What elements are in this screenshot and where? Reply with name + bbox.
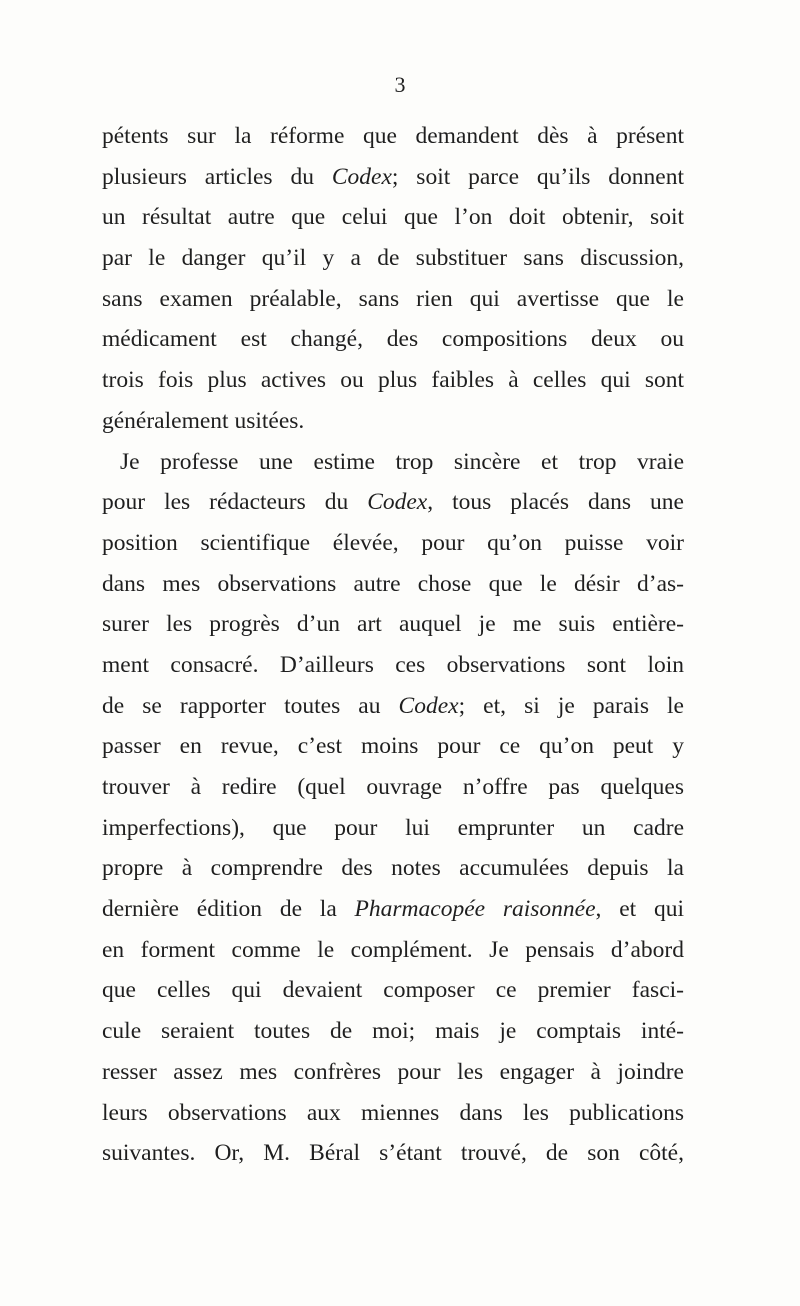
text-line xyxy=(102,157,684,198)
line-text: passer en revue, c’est moins pour ce qu’on peut y xyxy=(102,733,684,760)
line-text: généralement usitées. xyxy=(102,407,305,434)
line-text: cule seraient toutes de moi; mais je comptais inté- xyxy=(102,1018,684,1045)
text-line xyxy=(102,970,684,1011)
body-text xyxy=(102,116,684,1174)
line-text: ment consacré. D’ailleurs ces observations sont loin xyxy=(102,651,684,678)
line-text: leurs observations aux miennes dans les publications xyxy=(102,1099,684,1126)
line-text: trouver à redire (quel ouvrage n’offre pas quelques xyxy=(102,774,684,800)
text-line xyxy=(102,319,684,360)
text-line xyxy=(102,848,684,889)
line-text: dernière édition de la xyxy=(102,896,355,923)
text-line xyxy=(102,116,684,157)
line-text: dans mes observations autre chose que le désir d’as- xyxy=(102,570,684,597)
line-text: propre à comprendre des notes accumulées depuis la xyxy=(102,855,684,882)
text-line xyxy=(102,1011,684,1052)
line-text: un résultat autre que celui que l’on doit obtenir, soit xyxy=(102,204,684,231)
line-text: pétents sur la réforme que demandent dès à présent xyxy=(102,123,684,149)
text-line xyxy=(102,767,684,808)
text-line xyxy=(102,930,684,971)
line-text: trois fois plus actives ou plus faibles à celles qui sont xyxy=(102,367,684,394)
line-text: de se rapporter toutes au xyxy=(102,692,399,719)
line-text: plusieurs articles du xyxy=(102,163,332,190)
text-line xyxy=(102,442,684,483)
text-line xyxy=(102,604,684,645)
italic-title-text: Codex xyxy=(367,489,428,516)
text-line xyxy=(102,1052,684,1093)
text-line xyxy=(102,726,684,767)
line-text: surer les progrès d’un art auquel je me suis entière- xyxy=(102,611,684,638)
line-text: resser assez mes confrères pour les engager à joindre xyxy=(102,1058,684,1085)
line-text: , tous placés dans une xyxy=(427,489,684,516)
text-line xyxy=(102,1093,684,1134)
line-text: suivantes. Or, M. Béral s’étant trouvé, de son côté, xyxy=(102,1140,684,1167)
line-text: ; et, si je parais le xyxy=(458,692,684,719)
text-line xyxy=(102,279,684,320)
text-line xyxy=(102,401,684,442)
text-line xyxy=(102,889,684,930)
text-line xyxy=(102,1133,684,1174)
line-text: position scientifique élevée, pour qu’on puisse voir xyxy=(102,529,684,556)
line-text: pour les rédacteurs du xyxy=(102,489,368,516)
line-text: médicament est changé, des compositions deux ou xyxy=(102,326,684,353)
text-line xyxy=(102,686,684,727)
text-line xyxy=(102,523,684,564)
line-text: imperfections), que pour lui emprunter un cadre xyxy=(102,814,684,841)
text-line xyxy=(102,645,684,686)
text-line xyxy=(102,564,684,605)
page-number: 3 xyxy=(394,72,406,97)
text-line xyxy=(102,197,684,238)
line-text: que celles qui devaient composer ce premier fasci- xyxy=(102,977,684,1004)
line-text: ; soit parce qu’ils donnent xyxy=(391,163,684,190)
line-text: Je professe une estime trop sincère et trop vraie xyxy=(120,448,684,475)
text-line xyxy=(102,482,684,523)
line-text: en forment comme le complément. Je pensais d’abord xyxy=(102,936,684,963)
line-text: , et qui xyxy=(595,896,684,923)
line-text: sans examen préalable, sans rien qui avertisse que le xyxy=(102,285,684,312)
line-text: par le danger qu’il y a de substituer sans discussion, xyxy=(102,245,684,272)
text-line xyxy=(102,808,684,849)
italic-title-text: Codex xyxy=(398,692,459,719)
text-line xyxy=(102,360,684,401)
italic-title-text: Pharmacopée raisonnée xyxy=(354,896,596,923)
italic-title-text: Codex xyxy=(331,163,392,190)
text-line xyxy=(102,238,684,279)
